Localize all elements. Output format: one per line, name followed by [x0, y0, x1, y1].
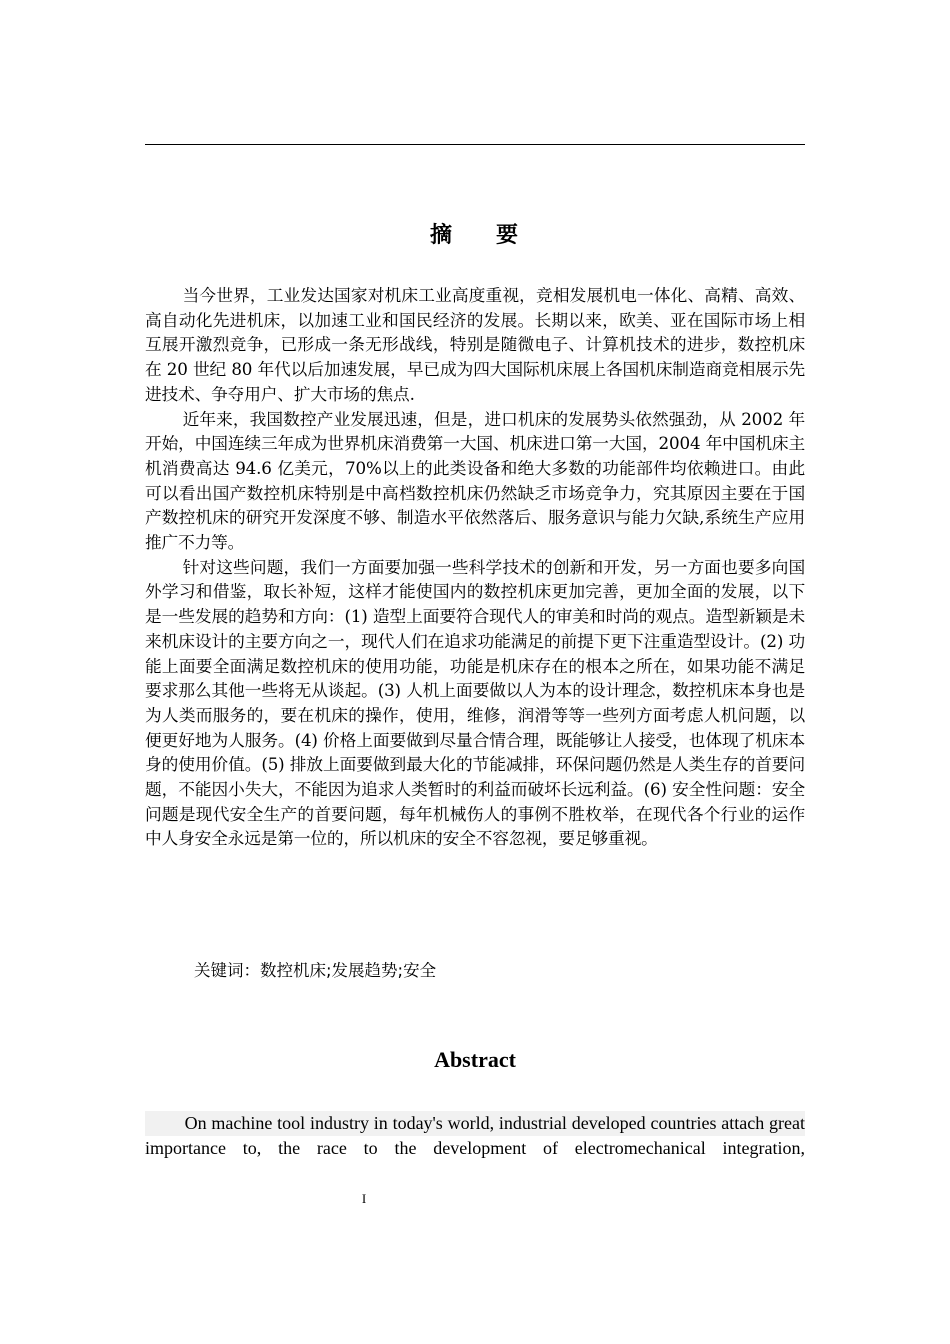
paragraph: 近年来，我国数控产业发展迅速，但是，进口机床的发展势头依然强劲，从 2002 年开始，中国连续三年成为世界机床消费第一大国、机床进口第一大国，2004 年中国机床主机消费高达 94.6 亿美元，70%以上的此类设备和绝大多数的功能部件均依赖进口。由此可以看出国产数控机床特别是中高档数控机床仍然缺乏市场竞争力，究其原因主要在于国产数控机床的研究开发深度不够、制造水平依然落后、服务意识与能力欠缺,系统生产应用推广不力等。 [145, 408, 805, 553]
paragraph: 当今世界，工业发达国家对机床工业高度重视，竞相发展机电一体化、高精、高效、高自动化先进机床，以加速工业和国民经济的发展。长期以来，欧美、亚在国际市场上相互展开激烈竞争，已形成一条无形战线，特别是随微电子、计算机技术的进步，数控机床在 20 世纪 80 年代以后加速发展，早已成为四大国际机床展上各国机床制造商竞相展示先进技术、争夺用户、扩大市场的焦点. [145, 285, 805, 404]
abstract-title-en: Abstract [434, 1047, 516, 1072]
abstract-body-en: On machine tool industry in today's world, industrial developed countries attach great importance to, the race to the development of electromechanical integration, [145, 1111, 805, 1161]
title-char-2: 要 [496, 223, 521, 248]
keywords-line: 关键词：数控机床;发展趋势;安全 [194, 961, 437, 980]
abstract-body-cn [145, 283, 805, 851]
page-number: I [361, 1191, 367, 1206]
title-char-1: 摘 [429, 223, 454, 248]
header-rule [145, 144, 805, 145]
abstract-title-cn [145, 218, 805, 249]
paragraph: 针对这些问题，我们一方面要加强一些科学技术的创新和开发，另一方面也要多向国外学习和借鉴，取长补短，这样才能使国内的数控机床更加完善，更加全面的发展，以下是一些发展的趋势和方向：(1) 造型上面要符合现代人的审美和时尚的观点。造型新颖是未来机床设计的主要方向之一，现代人们在追求功能满足的前提下更下注重造型设计。(2) 功能上面要全面满足数控机床的使用功能，功能是机床存在的根本之所在，如果功能不满足要求那么其他一些将无从谈起。(3) 人机上面要做以人为本的设计理念，数控机床本身也是为人类而服务的，要在机床的操作，使用，维修，润滑等等一些列方面考虑人机问题，以便更好地为人服务。(4) 价格上面要做到尽量合情合理，既能够让人接受，也体现了机床本身的使用价值。(5) 排放上面要做到最大化的节能减排，环保问题仍然是人类生存的首要问题，不能因小失大，不能因为追求人类暂时的利益而破坏长远利益。(6) 安全性问题：安全问题是现代安全生产的首要问题，每年机械伤人的事例不胜枚举，在现代各个行业的运作中人身安全永远是第一位的，所以机床的安全不容忽视，要足够重视。 [145, 556, 805, 849]
